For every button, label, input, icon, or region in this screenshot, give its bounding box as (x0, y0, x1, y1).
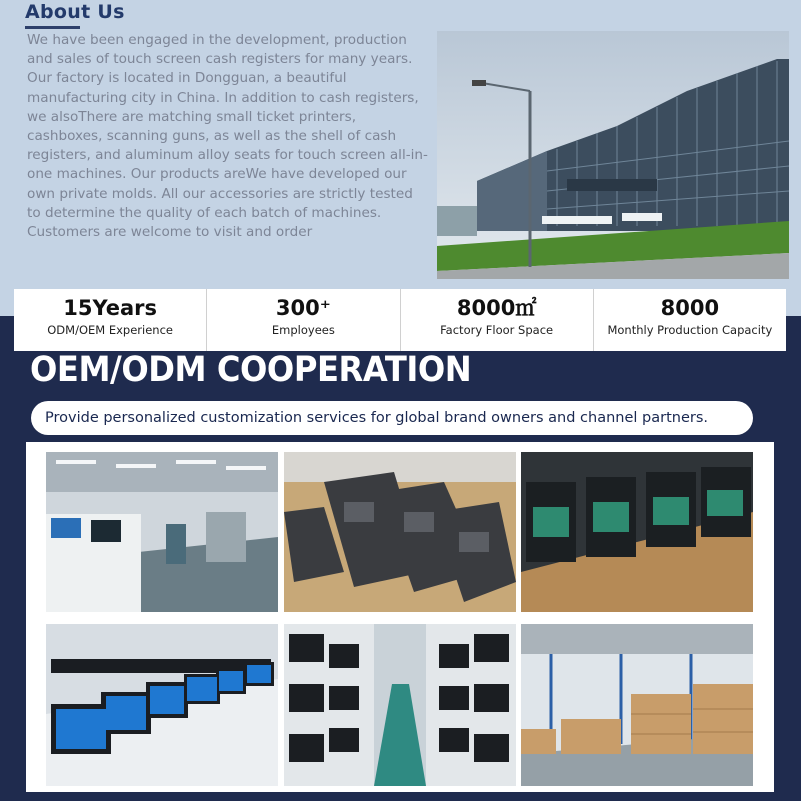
factory-building-illustration (437, 31, 789, 279)
oem-title: OEM/ODM COOPERATION (30, 350, 472, 390)
stat-value: 15Years (63, 296, 158, 320)
stat-label: ODM/OEM Experience (47, 323, 173, 337)
gallery-photo-assembly (521, 452, 753, 612)
gallery-photo-racks (284, 624, 516, 786)
stat-label: Factory Floor Space (440, 323, 554, 337)
factory-building-photo (437, 31, 789, 279)
warehouse-illustration (521, 624, 753, 786)
gallery-photo-frames (284, 452, 516, 612)
oem-subtitle-pill (31, 401, 753, 435)
stat-value: 300⁺ (275, 296, 331, 320)
stat-label: Employees (271, 323, 335, 337)
about-paragraph: We have been engaged in the development, production and sales of touch screen cash registers for many years. Our factory is located in Dongguan, a beautiful manufacturing city in China. In addition to cash registers, we alsoThere are matching small ticket printers, cashboxes, scanning guns, as well as the shell of cash registers, and aluminum alloy seats for touch screen all-in-one machines. Our products areWe have developed our own private molds. All our accessories are strictly tested to determine the quality of each batch of machines. Customers are welcome to visit and order (27, 32, 428, 241)
stats-bar (14, 289, 786, 351)
monitors-illustration (46, 624, 278, 786)
title-underline (25, 26, 80, 29)
stat-value: 8000㎡ (456, 296, 537, 320)
about-title: About Us (25, 1, 125, 23)
stat-floor-space (401, 289, 594, 351)
assembly-illustration (521, 452, 753, 612)
racks-illustration (284, 624, 516, 786)
stat-value: 8000 (660, 296, 720, 320)
stat-experience (14, 289, 207, 351)
stat-label: Monthly Production Capacity (607, 323, 773, 337)
stat-capacity (594, 289, 786, 351)
gallery-photo-warehouse (521, 624, 753, 786)
oem-subtitle: Provide personalized customization services for global brand owners and channel partners. (45, 410, 708, 426)
gallery-photo-monitors (46, 624, 278, 786)
about-section (0, 0, 801, 316)
workshop-illustration (46, 452, 278, 612)
stat-employees (207, 289, 400, 351)
frames-illustration (284, 452, 516, 612)
gallery-photo-workshop (46, 452, 278, 612)
factory-gallery (26, 442, 774, 792)
